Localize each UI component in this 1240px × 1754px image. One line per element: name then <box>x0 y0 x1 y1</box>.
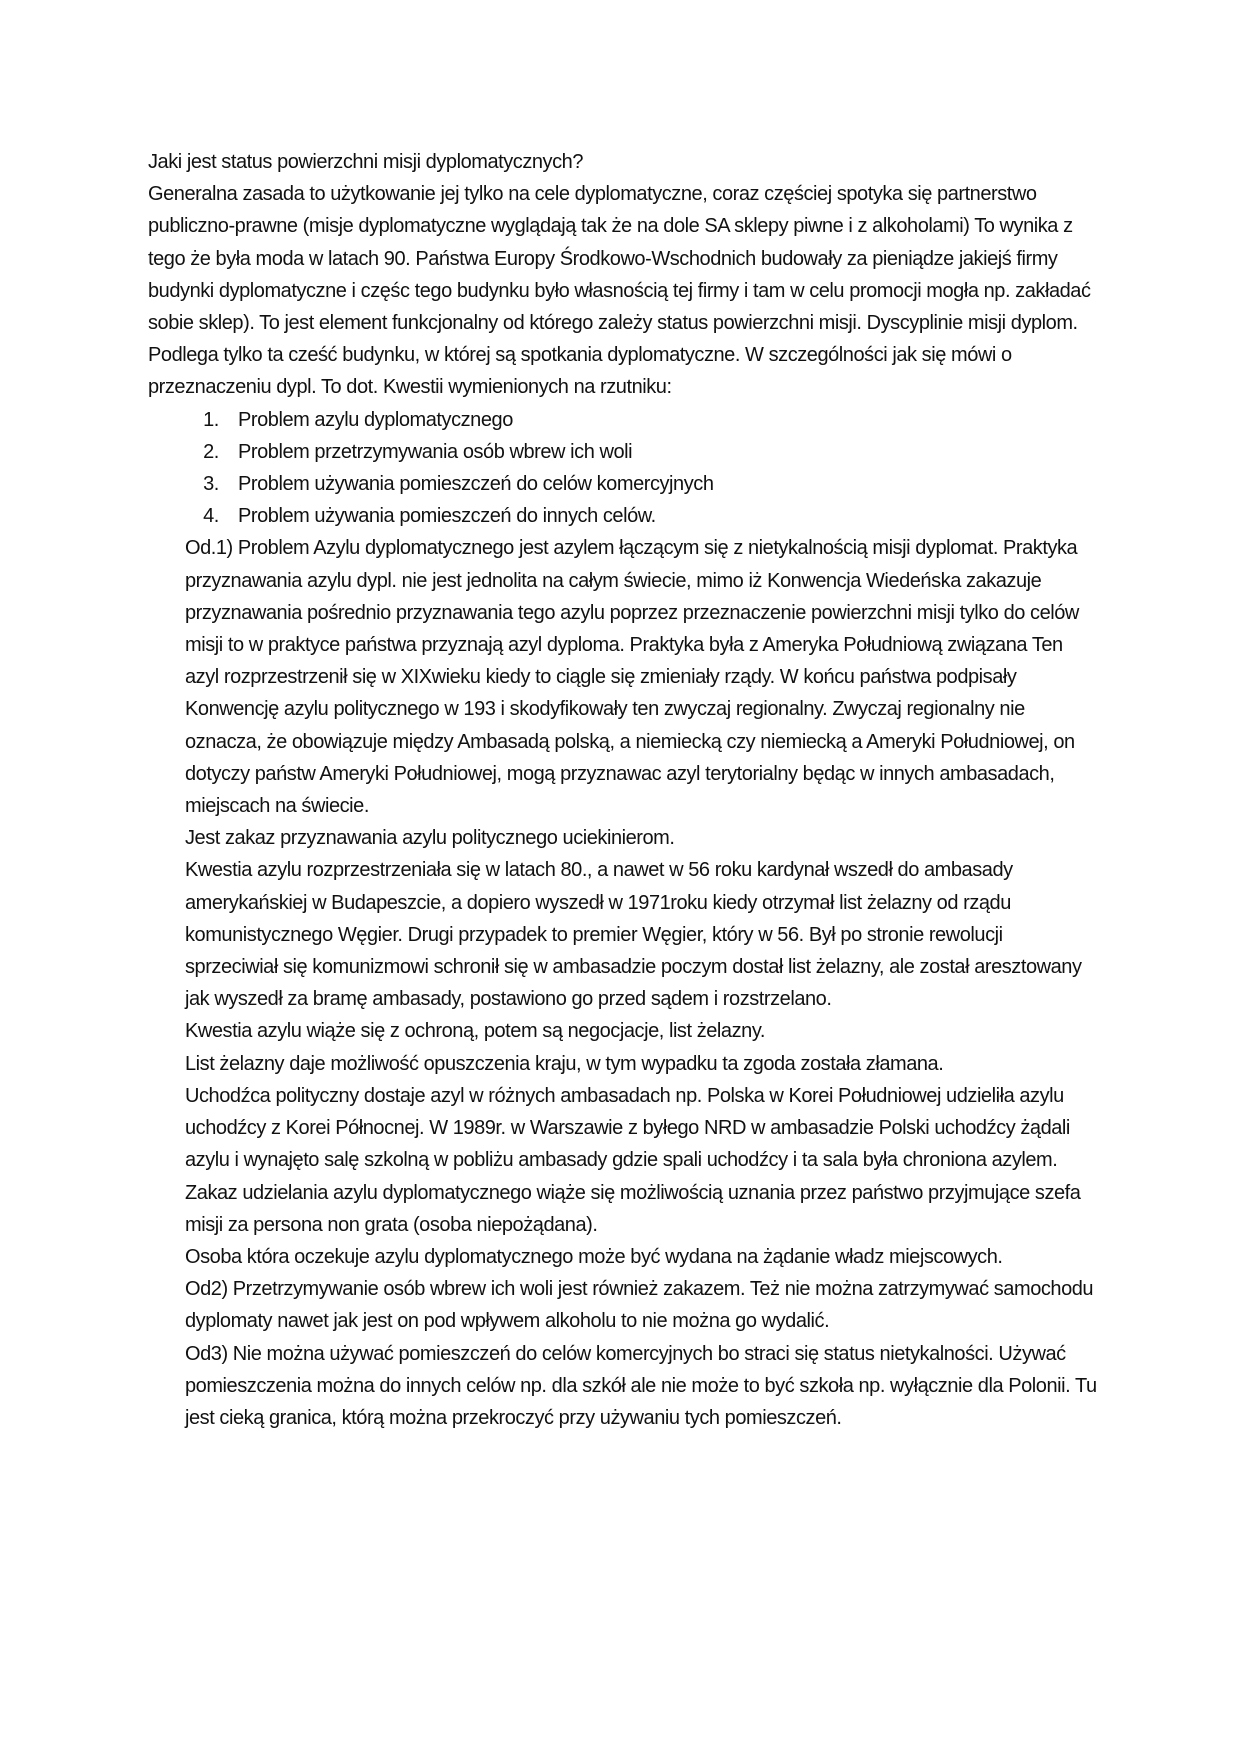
paragraph-asylum-ban: Jest zakaz przyznawania azylu politycznego uciekinierom. <box>185 827 675 850</box>
list-item: 4. Problem używania pomieszczeń do innych celów. <box>224 500 1098 532</box>
list-item: 3. Problem używania pomieszczeń do celów komercyjnych <box>224 468 1098 500</box>
paragraph-detention: Od2) Przetrzymywanie osób wbrew ich woli jest również zakazem. Też nie można zatrzymywać samochodu dyplomaty nawet jak jest on pod wpływem alkoholu to nie można go wydalić. <box>185 1278 1094 1333</box>
paragraph-refugee: Uchodźca polityczny dostaje azyl w różnych ambasadach np. Polska w Korei Południowej udzieliła azylu uchodźcy z Korei Północnej. W 1989r. w Warszawie z byłego NRD w ambasadzie Polski uchodźcy żądali azylu i wynajęto salę szkolną w pobliżu ambasady gdzie spali uchodźcy i ta sala była chroniona azylem. <box>185 1084 1070 1172</box>
document-title: Jaki jest status powierzchni misji dyplomatycznych? <box>148 151 583 173</box>
paragraph-asylum-intro: Od.1) Problem Azylu dyplomatycznego jest azylem łączącym się z nietykalnością misji dyplomat. Praktyka przyznawania azylu dypl. nie jest jednolita na całym świecie, mimo iż Konwencja Wiedeńska zakazuje przyznawania pośrednio przyznawania tego azylu poprzez przeznaczenie powierzchni misji tylko do celów misji to w praktyce państwa przyznają azyl dyploma. Praktyka była z Ameryka Południową związana Ten azyl rozprzestrzenił się w XIXwieku kiedy to ciągle się zmieniały rządy. W końcu państwa podpisały Konwencję azylu politycznego w 193 i skodyfikowały ten zwyczaj regionalny. Zwyczaj regionalny nie oznacza, że obowiązuje między Ambasadą polską, a niemiecką czy niemiecką a Ameryki Południowej, on dotyczy państw Ameryki Południowej, mogą przyznawac azyl terytorialny będąc w innych ambasadach, miejscach na świecie. <box>185 537 1079 818</box>
paragraph-commercial-use: Od3) Nie można używać pomieszczeń do celów komercyjnych bo straci się status nietykalności. Używać pomieszczenia można do innych celów np. dla szkół ale nie może to być szkoła np. wyłącznie dla Polonii. Tu jest cieką granica, którą można przekroczyć przy używaniu tych pomieszczeń. <box>185 1342 1097 1429</box>
paragraph-extradition: Osoba która oczekuje azylu dyplomatycznego może być wydana na żądanie władz miejscowych. <box>185 1245 1003 1268</box>
paragraph-asylum-protection: Kwestia azylu wiąże się z ochroną, potem są negocjacje, list żelazny. <box>185 1020 765 1043</box>
problem-list <box>148 404 1098 533</box>
paragraph-safe-conduct: List żelazny daje możliwość opuszczenia kraju, w tym wypadku ta zgoda została złamana. <box>185 1052 944 1075</box>
paragraph-persona-non-grata: Zakaz udzielania azylu dyplomatycznego wiąże się możliwością uznania przez państwo przyjmujące szefa misji za persona non grata (osoba niepożądana). <box>185 1181 1081 1236</box>
document-body <box>148 146 1098 1434</box>
paragraph-asylum-history: Kwestia azylu rozprzestrzeniała się w latach 80., a nawet w 56 roku kardynał wszedł do ambasady amerykańskiej w Budapeszcie, a dopiero wyszedł w 1971roku kiedy otrzymał list żelazny od rządu komunistycznego Węgier. Drugi przypadek to premier Węgier, który w 56. Był po stronie rewolucji sprzeciwiał się komunizmowi schronił się w ambasadzie poczym dostał list żelazny, ale został aresztowany jak wyszedł za bramę ambasady, postawiono go przed sądem i rozstrzelano. <box>185 859 1082 1011</box>
intro-paragraph: Generalna zasada to użytkowanie jej tylko na cele dyplomatyczne, coraz częściej spotyka się partnerstwo publiczno-prawne (misje dyplomatyczne wyglądają tak że na dole SA sklepy piwne i z alkoholami) To wynika z tego że była moda w latach 90. Państwa Europy Środkowo-Wschodnich budowały za pieniądze jakiejś firmy budynki dyplomatyczne i częśc tego budynku było własnością tej firmy i tam w celu promocji mogła np. zakładać sobie sklep). To jest element funkcjonalny od którego zależy status powierzchni misji. Dyscyplinie misji dyplom. Podlega tylko ta cześć budynku, w której są spotkania dyplomatyczne. W szczególności jak się mówi o przeznaczeniu dypl. To dot. Kwestii wymienionych na rzutniku: <box>148 183 1091 399</box>
list-item: 1. Problem azylu dyplomatycznego <box>224 404 1098 436</box>
list-item: 2. Problem przetrzymywania osób wbrew ich woli <box>224 436 1098 468</box>
